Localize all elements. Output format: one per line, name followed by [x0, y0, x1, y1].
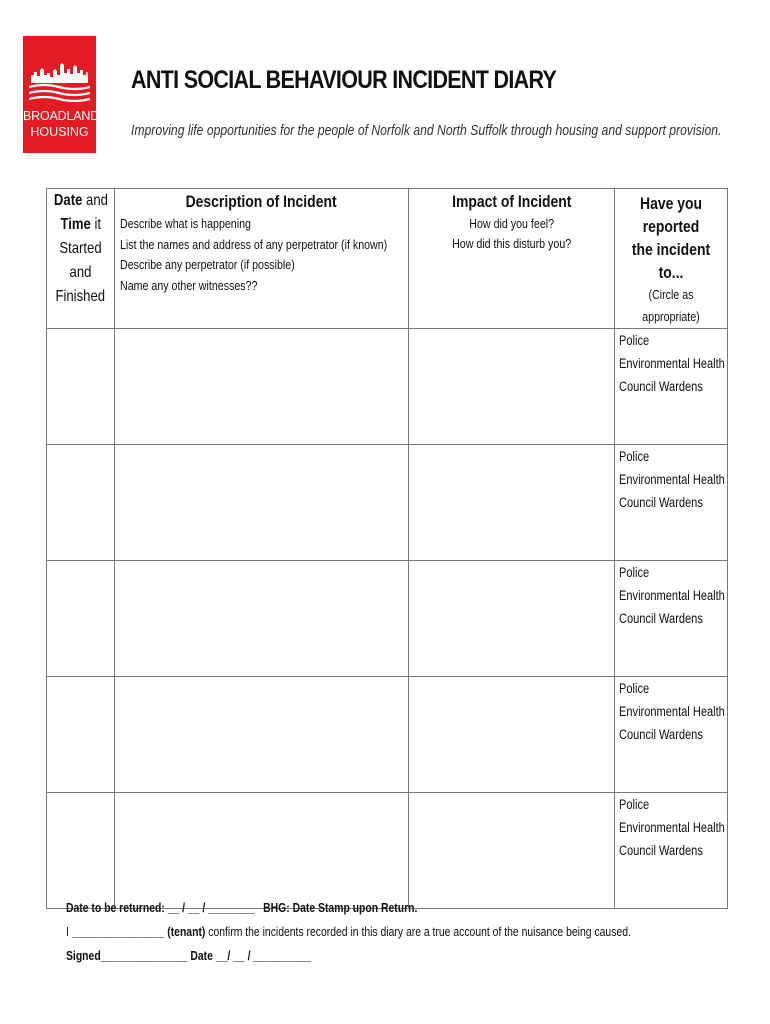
broadland-housing-logo: [23, 36, 99, 153]
town-skyline-icon: [29, 53, 90, 105]
date-time-cell[interactable]: [47, 793, 115, 909]
table-row: [47, 561, 728, 677]
reported-options-cell: [615, 329, 728, 445]
date-time-cell[interactable]: [47, 677, 115, 793]
option-police[interactable]: Police: [619, 565, 650, 580]
option-environmental-health[interactable]: Environmental Health: [619, 820, 725, 835]
sign-date-label: Date: [190, 948, 213, 963]
reported-options-cell: [615, 561, 728, 677]
date-time-cell[interactable]: [47, 445, 115, 561]
description-prompt: Name any other witnesses??: [120, 277, 258, 293]
sign-date-field[interactable]: __/ __ / __________: [215, 948, 312, 963]
impact-prompt: How did this disturb you?: [451, 236, 572, 251]
impact-cell[interactable]: [409, 793, 615, 909]
reported-options-cell: [615, 677, 728, 793]
table-header-row: [47, 189, 728, 329]
description-prompt: Describe any perpetrator (if possible): [120, 257, 295, 272]
logo-line-1: BROADLAND: [23, 109, 99, 123]
tenant-name-field[interactable]: ________________: [71, 924, 165, 939]
reported-options-cell: [615, 793, 728, 909]
table-row: [47, 445, 728, 561]
description-cell[interactable]: [115, 329, 409, 445]
header-reported: [615, 189, 728, 329]
return-date-field[interactable]: __ / __ / ________: [164, 900, 255, 915]
option-council-wardens[interactable]: Council Wardens: [619, 611, 703, 626]
header-and-word: and: [85, 192, 108, 209]
incident-diary-table: [46, 188, 728, 909]
reported-options-cell: [615, 445, 728, 561]
option-environmental-health[interactable]: Environmental Health: [619, 704, 725, 719]
option-police[interactable]: Police: [619, 449, 650, 464]
header-description-title: Description of Incident: [185, 192, 338, 211]
impact-cell[interactable]: [409, 445, 615, 561]
impact-prompt: How did you feel?: [469, 216, 554, 231]
tenant-prefix: I: [66, 924, 72, 939]
option-environmental-health[interactable]: Environmental Health: [619, 472, 725, 487]
signature-field[interactable]: _______________: [100, 948, 188, 963]
impact-cell[interactable]: [409, 677, 615, 793]
description-prompt: Describe what is happening: [120, 216, 251, 231]
header-time-word: Time: [60, 216, 91, 233]
option-police[interactable]: Police: [619, 797, 650, 812]
description-cell[interactable]: [115, 561, 409, 677]
header-finished: Finished: [55, 288, 106, 305]
date-time-cell[interactable]: [47, 561, 115, 677]
date-time-cell[interactable]: [47, 329, 115, 445]
signed-label: Signed: [66, 948, 101, 963]
option-council-wardens[interactable]: Council Wardens: [619, 727, 703, 742]
table-row: [47, 677, 728, 793]
header-started-and: Started and: [59, 240, 102, 281]
description-cell[interactable]: [115, 677, 409, 793]
description-cell[interactable]: [115, 445, 409, 561]
option-council-wardens[interactable]: Council Wardens: [619, 379, 703, 394]
header-reported-title: the incident to...: [631, 240, 711, 282]
option-police[interactable]: Police: [619, 681, 650, 696]
reported-instruction: (Circle as appropriate): [642, 287, 700, 324]
signature-line: [66, 944, 631, 968]
header-reported-title: Have you reported: [640, 194, 702, 236]
impact-cell[interactable]: [409, 561, 615, 677]
return-date-line: [66, 896, 631, 920]
header-description: [115, 189, 409, 329]
page-title: ANTI SOCIAL BEHAVIOUR INCIDENT DIARY: [131, 66, 557, 94]
option-environmental-health[interactable]: Environmental Health: [619, 588, 725, 603]
table-row: [47, 329, 728, 445]
option-police[interactable]: Police: [619, 333, 650, 348]
description-cell[interactable]: [115, 793, 409, 909]
header-it-word: it: [94, 216, 101, 233]
header-date-time: [47, 189, 115, 329]
header-impact-title: Impact of Incident: [451, 192, 572, 211]
tenant-confirmation-line: [66, 920, 631, 944]
option-council-wardens[interactable]: Council Wardens: [619, 495, 703, 510]
date-stamp-note: BHG: Date Stamp upon Return.: [263, 900, 418, 915]
description-prompt: List the names and address of any perpetrator (if known): [120, 236, 388, 252]
page-subtitle: Improving life opportunities for the people of Norfolk and North Suffolk through housing and support provision.: [131, 123, 722, 139]
return-date-label: Date to be returned:: [66, 900, 165, 915]
header-impact: [409, 189, 615, 329]
option-council-wardens[interactable]: Council Wardens: [619, 843, 703, 858]
option-environmental-health[interactable]: Environmental Health: [619, 356, 725, 371]
logo-line-2: HOUSING: [30, 125, 89, 139]
table-row: [47, 793, 728, 909]
confirmation-text: confirm the incidents recorded in this diary are a true account of the nuisance being caused.: [205, 924, 631, 939]
header-date-word: Date: [53, 192, 82, 209]
form-footer: [66, 896, 770, 968]
tenant-label: (tenant): [167, 924, 206, 939]
impact-cell[interactable]: [409, 329, 615, 445]
